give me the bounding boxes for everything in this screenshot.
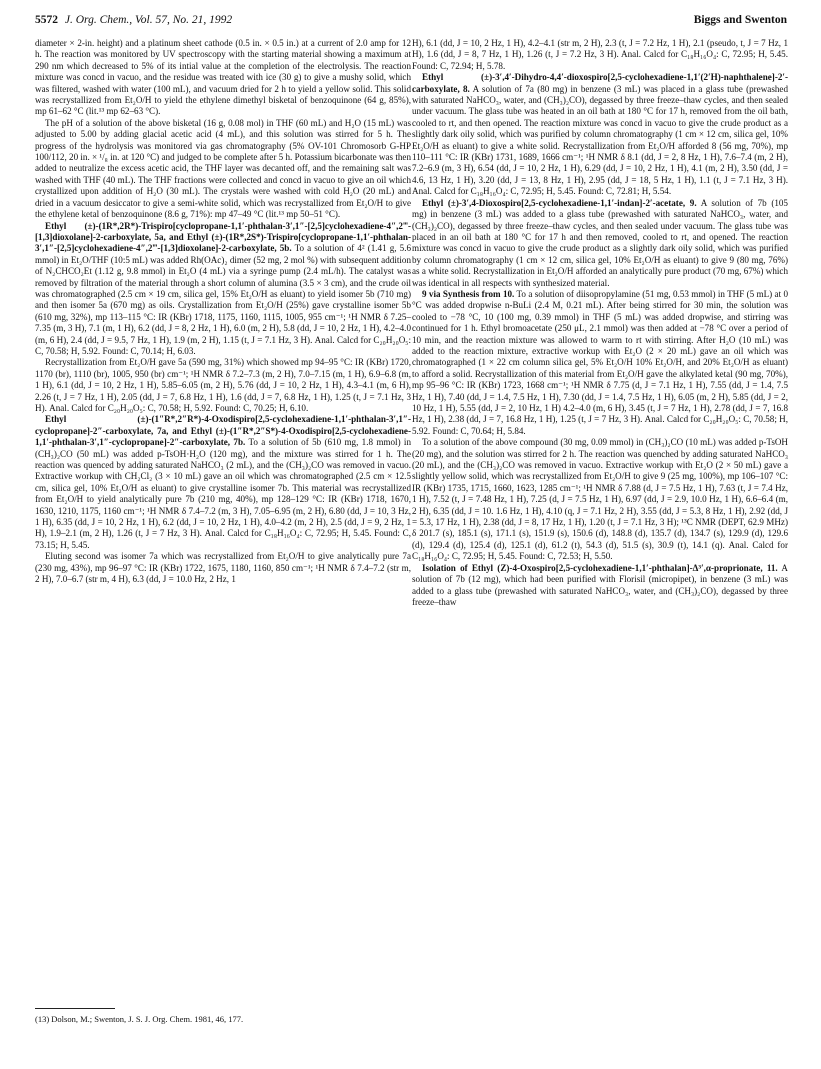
paragraph-text: To a solution of the above compound (30 mg, 0.09 mmol) in (CH₃)₂CO (10 mL) was added p-TsOH (20 mg), and the solution was stirred for 2 h. The reaction was quenched by adding saturated NaHCO₃ (20 mL), and the (CH₃)₂CO was removed in vacuo. Extractive workup with Et₂O (2 × 50 mL) gave a slightly yellow solid, which was recrystallized from Et₂O/H to give 9 (25 mg, 100%), mp 106–107 °C: IR (KBr) 1735, 1715, 1660, 1623, 1285 cm⁻¹; ¹H NMR δ 7.88 (d, J = 7.5 Hz, 1 H), 7.63 (t, J = 7.4 Hz, 1 H), 7.52 (t, J = 7.48 Hz, 1 H), 7.25 (d, J = 7.5 Hz, 1 H), 6.97 (dd, J = 2.9, 10.0 Hz, 1 H), 6.6–6.4 (m, 2 H), 6.35 (dd, J = 10. 1.6 Hz, 1 H), 4.10 (q, J = 7.1 Hz, 2 H), 3.55 (dd, J = 5.3, 8 Hz, 1 H), 2.92 (dd, J = 5.3, 17 Hz, 1 H), 2.38 (dd, J = 8, 17 Hz, 1 H), 1.20 (t, J = 7.1 Hz, 3 H); ¹³C NMR (DEPT, 62.9 MHz) δ 201.7 (s), 185.1 (s), 171.1 (s), 151.9 (s), 150.6 (d), 148.8 (d), 135.7 (d), 134.7 (s), 129.9 (d), 129.6 (d), 129.4 (d), 125.4 (d), 125.1 (d), 61.2 (t), 54.3 (d), 51.5 (s), 30.9 (t), 14.1 (q). Anal. Calcd for C₁₈H₁₆O₄: C, 72.95; H, 5.45. Found: C, 72.53; H, 5.50. bbox=[412, 437, 788, 562]
page-number: 5572 bbox=[35, 14, 58, 26]
left-column bbox=[35, 38, 411, 586]
section-paragraph bbox=[412, 289, 788, 437]
paragraph-text: H), 6.1 (dd, J = 10, 2 Hz, 1 H), 4.2–4.1 (str m, 2 H), 2.3 (t, J = 7.2 Hz, 1 H), 2.1 (pseudo, t, J = 7 Hz, 1 H), 1.6 (dd, J = 8, 7 Hz, 1 H), 1.26 (t, J = 7.2 Hz, 3 H). Anal. Calcd for C₁₈H₁₆O₄: C, 72.95; H, 5.45. Found: C, 72.94; H, 5.78. bbox=[412, 38, 788, 71]
footnote: (13) Dolson, M.; Swenton, J. S. J. Org. Chem. 1981, 46, 177. bbox=[35, 1014, 244, 1024]
section-paragraph bbox=[412, 198, 788, 289]
paragraph-text: A solution of 7b (105 mg) in benzene (3 mL) was added to a glass tube (prewashed with saturated NaHCO₃, water, and (CH₃)₂CO), degassed by three freeze–thaw cycles, and then sealed under vacuum. The glass tube was placed in an oil bath at 180 °C for 17 h and then removed, cooled to rt, and opened. The reaction mixture was concd in vacuo to give the crude product as a slightly dark oily solid, which was purified by column chromatography (1 cm × 12 cm, silica gel, 10% Et₂O/H as eluant) to give 9 (80 mg, 76%) as a white solid. Recrystallization in Et₂O/H afforded an analytically pure product (70 mg, 67%) which was identical in all respects with synthesized material. bbox=[412, 197, 788, 288]
journal-citation: J. Org. Chem., Vol. 57, No. 21, 1992 bbox=[64, 14, 233, 26]
body-paragraph bbox=[35, 118, 411, 221]
right-column bbox=[412, 38, 788, 608]
paragraph-text: A solution of 7b (12 mg), which had been purified with Florisil (micropipet), in benzene (3 mL) was added to a glass tube (prewashed with saturated NaHCO₃, water, and (CH₃)₂CO), degassed by three freeze–thaw bbox=[412, 562, 788, 607]
paragraph-text: Recrystallization from Et₂O/H gave 5a (590 mg, 31%) which showed mp 94–95 °C: IR (KBr) 1720, 1170 (br), 1110 (br), 1005, 950 (br) cm⁻¹; ¹H NMR δ 7.2–7.3 (m, 2 H), 7.0–7.15 (m, 1 H), 6.9–6.8 (m, 1 H), 6.1 (dd, J = 10, 2 Hz, 1 H), 5.85–6.05 (m, 2 H), 5.76 (dd, J = 10, 2 Hz, 1 H), 4.3–4.1 (m, 6 H), 2.26 (t, J = 7 Hz, 1 H), 2.05 (dd, J = 7, 6.8 Hz, 1 H), 1.6 (dd, J = 7, 6.8 Hz, 1 H), 1.25 (t, J = 7.1 Hz, 3 H). Anal. Calcd for C₂₀H₂₀O₅: C, 70.58; H, 5.92. Found: C, 70.25; H, 6.10. bbox=[35, 357, 411, 413]
section-heading: Ethyl (±)-(1R*,2R*)-Trispiro[cyclopropane-1,1′-phthalan-3′,1″-[2,5]cyclohexadiene-4″,2‴-[1,3]dioxolane]-2-carboxylate, 5a, and Ethyl (±)-(1R*,2S*)-Trispiro[cyclopropane-1,1′-phthalan-3′,1″-[2,5]cyclohexadiene-4″,2‴-[1,3]dioxolane]-2-carboxylate, 5b. bbox=[35, 220, 411, 254]
section-paragraph bbox=[412, 563, 788, 609]
paragraph-text: To a solution of 4² (1.41 g, 5.6 mmol) in Et₂O/THF (10:5 mL) was added Rh(OAc)₂ dimer (52 mg, 2 mol %) with subsequent addition of N₂CHCO₂Et (1.12 g, 9.8 mmol) in Et₂O (4 mL) via a syringe pump (2.4 mL/h). The catalyst was removed by filtration of the material through a short column of alumina (3.5 × 3 cm), and the crude oil was chromatographed (2.5 cm × 19 cm, silica gel, 15% Et₂O/H as eluant) to yield isomer 5b (710 mg) and then isomer 5a (670 mg) as oils. Crystallization from Et₂O/H (25%) gave crystalline isomer 5b (610 mg, 32%), mp 113–115 °C: IR (KBr) 1718, 1175, 1160, 1115, 1005, 955 cm⁻¹; ¹H NMR δ 7.25–7.35 (m, 3 H), 7.1 (m, 1 H), 6.2 (dd, J = 8, 2 Hz, 1 H), 6.0 (m, 2 H), 5.8 (dd, J = 10, 2 Hz, 1 H), 4.2–4.0 (m, 6 H), 2.4 (dd, J = 9.5, 7 Hz, 1 H), 1.9 (m, 2 H), 1.15 (t, J = 7.1 Hz, 3 H). Anal. Calcd for C₂₀H₂₀O₅: C, 70.58; H, 5.92. Found: C, 70.14; H, 6.03. bbox=[35, 243, 412, 356]
section-heading: Isolation of Ethyl (Z)-4-Oxospiro[2,5-cyclohexadiene-1,1′-phthalan]-Δ³′,α-proprionate, 11. bbox=[422, 562, 778, 573]
paragraph-text: A solution of 7a (80 mg) in benzene (3 mL) was placed in a glass tube (prewashed with saturated NaHCO₃, water, and (CH₃)₂CO), degassed by three freeze–thaw cycles, and then sealed under vacuum. The glass tube was heated in an oil bath at 180 °C for 17 h, removed from the oil bath, cooled to rt, and then opened. The reaction mixture was concd in vacuo to give the crude product as a slightly dark oily solid, which was purified by column chromatography (1 cm × 12 cm, silica gel, 10% Et₂O/H as eluant) to give a white solid. Recrystallization from Et₂O/H afforded 8 (56 mg, 70%), mp 110–111 °C: IR (KBr) 1731, 1689, 1666 cm⁻¹; ¹H NMR δ 8.1 (dd, J = 2, 8 Hz, 1 H), 7.6–7.4 (m, 2 H), 7.2–6.9 (m, 3 H), 6.54 (dd, J = 10, 2 Hz, 1 H), 6.29 (dd, J = 10, 2 Hz, 1 H), 4.1 (m, 2 H), 3.50 (dd, J = 4.6, 13 Hz, 1 H), 3.20 (dd, J = 13, 8 Hz, 1 H), 2.95 (dd, J = 18, 5 Hz, 1 H), 1.1 (t, J = 7.1 Hz, 3 H). Anal. Calcd for C₁₈H₁₆O₄: C, 72.95; H, 5.45. Found: C, 72.81; H, 5.54. bbox=[412, 83, 788, 197]
section-paragraph bbox=[412, 72, 788, 197]
body-paragraph bbox=[412, 437, 788, 562]
section-heading: Ethyl (±)-3′,4-Dioxospiro[2,5-cyclohexadiene-1,1′-indan]-2′-acetate, 9. bbox=[422, 197, 697, 208]
paragraph-text: To a solution of 5b (610 mg, 1.8 mmol) in (CH₃)₂CO (50 mL) was added p-TsOH·H₂O (120 mg), and the mixture was stirred for 1 h. The reaction was quenced by adding saturated NaHCO₃ (2 mL), and the (CH₃)₂CO was removed in vacuo. Extractive workup with CH₂Cl₂ (3 × 10 mL) gave an oil which was chromatographed (2.5 cm × 12.5 cm, silica gel, 10% Et₂O/H as eluant) to give crystalline isomer 7b. This material was recrystallized from Et₂O/H to yield analytically pure 7b (210 mg, 40%), mp 128–129 °C: IR (KBr) 1718, 1670, 1630, 1210, 1175, 1160 cm⁻¹; ¹H NMR δ 7.4–7.2 (m, 3 H), 7.05–6.95 (m, 2 H), 6.80 (dd, J = 10, 3 Hz, 1 H), 6.35 (dd, J = 10, 2 Hz, 1 H), 6.2 (dd, J = 10, 2 Hz, 1 H), 4.0–4.2 (m, 2 H), 2.5 (dd, J = 9, 2 Hz, 1 H), 1.9–2.1 (m, 2 H), 1.26 (t, J = 7 Hz, 3 H). Anal. Calcd for C₁₈H₁₆O₄: C, 72.95; H, 5.45. Found: C, 73.15; H, 5.45. bbox=[35, 437, 411, 550]
paragraph-text: diameter × 2-in. height) and a platinum sheet cathode (0.5 in. × 0.5 in.) at a current of 2.0 amp for 12 h. The reaction was monitored by UV spectroscopy with the starting material showing a maximum at 290 nm which decreased to 5% of its intial value at the completion of the electrolysis. The reaction mixture was concd in vacuo, and the residue was treated with ice (30 g) to give a mushy solid, which was filtered, washed with water (100 mL), and vacuum dried for 2 h to yield a yellow solid. This solid was recrystallized from Et₂O/H to yield the ethylene dimethyl bisketal of benzoquinone (64 g, 85%), mp 61–62 °C (lit.¹³ mp 62–63 °C). bbox=[35, 38, 411, 117]
paragraph-text: The pH of a solution of the above bisketal (16 g, 0.08 mol) in THF (60 mL) and H₂O (15 mL) was adjusted to 5.00 by adding glacial acetic acid (4 mL), and this solution was stirred for 5 h. The progress of the hydrolysis was monitored via gas chromatography (5% OV-101 Chromosorb G-HP 100/112, 20 in. × ¹/₈ in. at 120 °C) and judged to be complete after 5 h. Potassium bicarbonate was then added to neutralize the excess acetic acid, the THF layer was decanted off, and the remaining salt was washed with THF (40 mL). The THF fractions were collected and concd in vacuo to give an oil which crystallized upon addition of H₂O (30 mL). The crystals were washed with cold H₂O (20 mL) and dried in a vacuum desiccator to give a semi-white solid, which was recrystallized from Et₂O/H to give the ethylene ketal of benzoquinone (8.6 g, 71%): mp 47–49 °C (lit.¹³ mp 50–51 °C). bbox=[35, 117, 411, 220]
paragraph-text: To a solution of diisopropylamine (51 mg, 0.53 mmol) in THF (5 mL) at 0 °C was added dropwise n-BuLi (2.4 M, 0.21 mL). After being stirred for 30 min, the solution was cooled to −78 °C, 10 (100 mg, 0.39 mmol) in THF (5 mL) was added dropwise, and stirring was continued for 1 h. Ethyl bromoacetate (250 μL, 2.1 mmol) was then added at −78 °C over a period of 10 min, and the reaction mixture was allowed to warm to rt with stirring. After H₂O (10 mL) was added to the reaction mixture, extractive workup with Et₂O (2 × 20 mL) gave an oil which was chromatographed (1 × 22 cm column silica gel, 5% Et₂O/H 10% Et₂O/H, and 20% Et₂O/H as eluant) to afford a solid. Recrystallization of this material from Et₂O/H gave the alkylated ketal (90 mg, 70%), mp 95–96 °C: IR (KBr) 1723, 1668 cm⁻¹; ¹H NMR δ 7.75 (d, J = 7.1 Hz, 1 H), 7.55 (dd, J = 1.4, 7.5 Hz, 1 H), 7.40 (dd, J = 1.4, 7.5 Hz, 1 H), 7.30 (dd, J = 1.4, 7.5 Hz, 1 H), 6.05 (m, 2 H), 5.85 (dd, J = 2, 10 Hz, 1 H), 5.55 (dd, J = 2, 10 Hz, 1 H) 4.2–4.0 (m, 6 H), 3.45 (t, J = 7 Hz, 1 H), 2.78 (dd, J = 7, 16.8 Hz, 1 H), 2.38 (dd, J = 7, 16.8 Hz, 1 H), 1.25 (t, J = 7 Hz, 3 H). Anal. Calcd for C₂₀H₂₀O₅: C, 70.58; H, 5.92. Found: C, 70.64; H, 5.84. bbox=[412, 288, 788, 436]
body-paragraph bbox=[35, 551, 411, 585]
section-paragraph bbox=[35, 414, 411, 551]
running-authors: Biggs and Swenton bbox=[693, 14, 787, 26]
section-heading: Ethyl (±)-3′,4′-Dihydro-4,4′-dioxospiro[2,5-cyclohexadiene-1,1′(2′H)-naphthalene]-2′-carboxylate, 8. bbox=[412, 72, 788, 94]
footnote-rule bbox=[35, 1008, 115, 1009]
paragraph-text: Eluting second was isomer 7a which was recrystallized from Et₂O/H to give analytically pure 7a (230 mg, 43%), mp 96–97 °C: IR (KBr) 1722, 1675, 1180, 1160, 850 cm⁻¹; ¹H NMR δ 7.4–7.2 (str m, 2 H), 7.0–6.7 (str m, 4 H), 6.3 (dd, J = 10.0 Hz, 2 Hz, 1 bbox=[35, 551, 411, 585]
body-paragraph bbox=[412, 38, 788, 72]
section-heading: Ethyl (±)-(1″R*,2″R*)-4-Oxodispiro[2,5-cyclohexadiene-1,1′-phthalan-3′,1″-cyclopropane]-2″-carboxylate, 7a, and Ethyl (±)-(1″R*,2″S*)-4-Oxodispiro[2,5-cyclohexadiene-1,1′-phthalan-3′,1″-cyclopropane]-2″-carboxylate, 7b. bbox=[35, 414, 411, 448]
section-heading: 9 via Synthesis from 10. bbox=[422, 288, 515, 299]
body-paragraph bbox=[35, 38, 411, 118]
page-header bbox=[35, 14, 787, 32]
body-paragraph bbox=[35, 357, 411, 414]
section-paragraph bbox=[35, 221, 411, 358]
